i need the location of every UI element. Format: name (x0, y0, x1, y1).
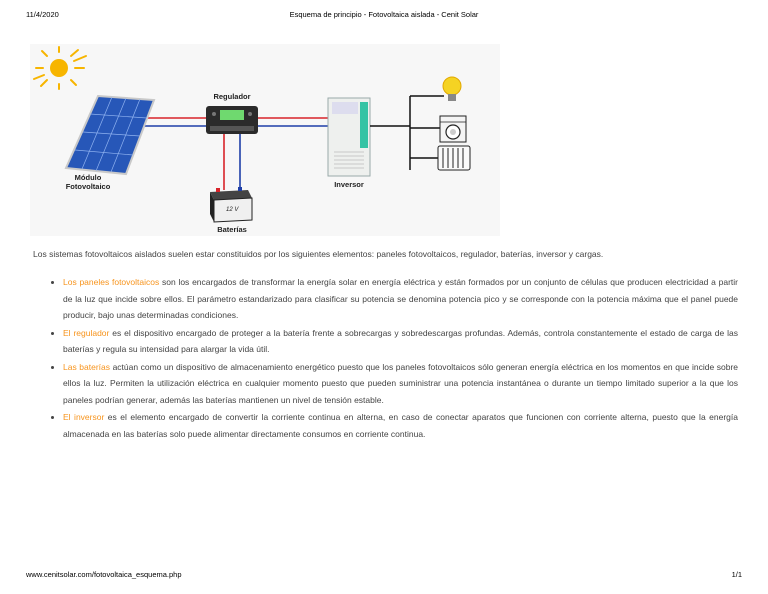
label-modulo-2: Fotovoltaico (65, 182, 111, 191)
label-baterias: Baterías (217, 225, 247, 234)
print-date: 11/4/2020 (26, 10, 59, 19)
battery-icon (210, 187, 252, 222)
washing-machine-icon (440, 116, 466, 142)
page-number: 1/1 (731, 570, 742, 579)
battery-voltage-label: 12 V (226, 207, 239, 213)
list-item (63, 359, 738, 409)
item-lead: Las baterías (63, 361, 110, 372)
charge-regulator-icon (206, 106, 258, 134)
item-lead: Los paneles fotovoltaicos (63, 277, 160, 287)
label-regulador: Regulador (213, 92, 251, 101)
item-text: es el dispositivo encargado de proteger a la batería frente a sobrecargas y sobredescargas profundas. Además, controla constantemente el estado de carga de las baterías y regula su intensidad para alargar la vida útil. (63, 327, 738, 354)
intro-paragraph: Los sistemas fotovoltaicos aislados suelen estar constituidos por los siguientes elementos: paneles fotovoltaicos, regulador, baterías, inversor y cargas. (33, 249, 604, 259)
item-lead: El inversor (63, 412, 105, 422)
inverter-icon (328, 98, 370, 176)
label-modulo-1: Módulo (74, 173, 102, 182)
list-item (63, 409, 738, 442)
list-item (63, 274, 738, 324)
radiator-icon (438, 146, 470, 170)
label-inversor: Inversor (334, 180, 364, 189)
item-text: actúan como un dispositivo de almacenamiento energético puesto que los paneles fotovoltaicos sólo generan energía eléctrica en los momentos en que incide sobre ellos la luz. Permiten la utilización eléctrica en cualquier momento puesto que pueden suministrar una potencia instantánea o durante un tiempo limitado superior a la que los paneles podrían generar, además las baterías mantienen un nivel de tensión estable. (63, 361, 739, 405)
footer-url: www.cenitsolar.com/fotovoltaica_esquema.php (26, 570, 182, 579)
item-text: es el elemento encargado de convertir la corriente continua en alterna, en caso de conectar aparatos que funcionen con corriente alterna, puesto que la energía almacenada en las baterías solo puede alimentar directamente consumos en corriente continua. (63, 412, 739, 439)
page-title: Esquema de principio - Fotovoltaica aislada - Cenit Solar (289, 10, 479, 19)
item-text: son los encargados de transformar la energía solar en energía eléctrica y están formados por un conjunto de células que producen electricidad a partir de la luz que incide sobre ellos. El parámetro estandarizado para clasificar su potencia se denomina potencia pico y se corresponde con la potencia máxima que el panel puede producir, bajo unas determinadas condiciones. (63, 277, 738, 320)
system-diagram (30, 44, 500, 236)
item-lead: El regulador (63, 327, 110, 338)
component-list (33, 274, 738, 443)
list-item (63, 325, 738, 358)
